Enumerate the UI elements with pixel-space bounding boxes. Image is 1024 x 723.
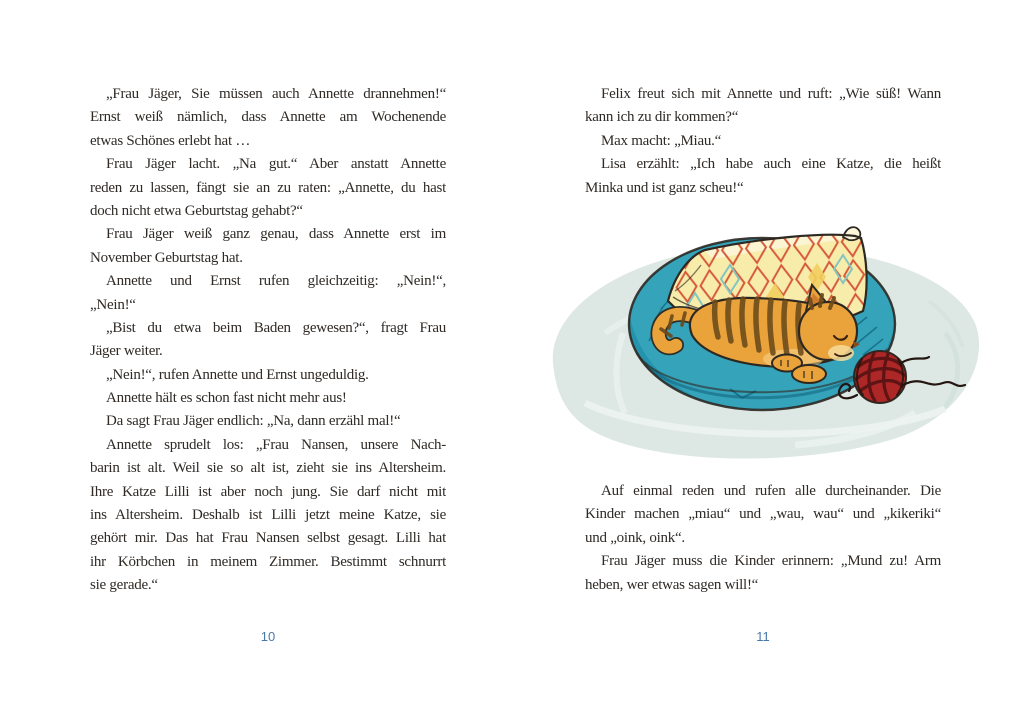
text-line: Minka und ist ganz scheu!“ — [585, 179, 744, 196]
text-line: „Nein!“ — [90, 296, 136, 313]
text-line: Da sagt Frau Jäger endlich: „Na, dann erzähl mal!“ — [106, 413, 401, 430]
text-line: heben, wer etwas sagen will!“ — [585, 576, 759, 593]
text-line: Auf einmal reden und rufen alle durcheinander. Die — [601, 483, 941, 499]
text-line: Ihre Katze Lilli ist aber noch jung. Sie darf nicht mit — [90, 483, 446, 500]
left-page-number: 10 — [260, 629, 276, 644]
text-line: „Bist du etwa beim Baden gewesen?“, fragt Frau — [106, 319, 446, 336]
text-line: November Geburtstag hat. — [90, 249, 243, 266]
text-line: ins Altersheim. Deshalb ist Lilli jetzt meine Katze, sie — [90, 507, 446, 524]
text-line: Annette und Ernst rufen gleichzeitig: „Nein!“, — [106, 273, 446, 290]
text-line: Kinder machen „miau“ und „wau, wau“ und „kikeriki“ — [585, 506, 941, 523]
text-line: doch nicht etwa Geburtstag gehabt?“ — [90, 202, 303, 219]
right-page-text-bottom — [585, 480, 941, 597]
right-page-text-top — [585, 83, 941, 200]
text-line: und „oink, oink“. — [585, 529, 685, 546]
text-line: ihr Körbchen in meinem Zimmer. Bestimmt schnurrt — [90, 553, 446, 570]
text-line: Annette hält es schon fast nicht mehr aus! — [106, 390, 347, 407]
text-line: Frau Jäger lacht. „Na gut.“ Aber anstatt Annette — [106, 156, 446, 173]
text-line: kann ich zu dir kommen?“ — [585, 109, 739, 126]
text-line: Felix freut sich mit Annette und ruft: „Wie süß! Wann — [601, 86, 941, 102]
text-line: gehört mir. Das hat Frau Nansen selbst gesagt. Lilli hat — [90, 530, 446, 547]
text-line: barin ist alt. Weil sie so alt ist, zieht sie ins Altersheim. — [90, 460, 446, 477]
text-line: „Nein!“, rufen Annette und Ernst ungeduldig. — [106, 366, 369, 383]
text-line: Ernst weiß nämlich, dass Annette am Wochenende — [90, 109, 446, 126]
text-line: reden zu lassen, fängt sie an zu raten: „Annette, du hast — [90, 179, 446, 196]
text-line: Lisa erzählt: „Ich habe auch eine Katze, die heißt — [601, 156, 941, 173]
text-line: Frau Jäger muss die Kinder erinnern: „Mund zu! Arm — [601, 553, 941, 570]
text-line: „Frau Jäger, Sie müssen auch Annette drannehmen!“ — [106, 86, 446, 102]
left-page-text — [90, 83, 446, 598]
text-line: Annette sprudelt los: „Frau Nansen, unsere Nach- — [106, 436, 446, 453]
cat-illustration-svg — [525, 213, 991, 473]
text-line: etwas Schönes erlebt hat … — [90, 132, 251, 149]
right-page-number: 11 — [756, 629, 770, 644]
text-line: Jäger weiter. — [90, 343, 163, 360]
text-line: sie gerade.“ — [90, 577, 158, 594]
cat-illustration — [525, 213, 991, 473]
text-line: Frau Jäger weiß ganz genau, dass Annette erst im — [106, 226, 446, 243]
text-line: Max macht: „Miau.“ — [601, 132, 722, 149]
